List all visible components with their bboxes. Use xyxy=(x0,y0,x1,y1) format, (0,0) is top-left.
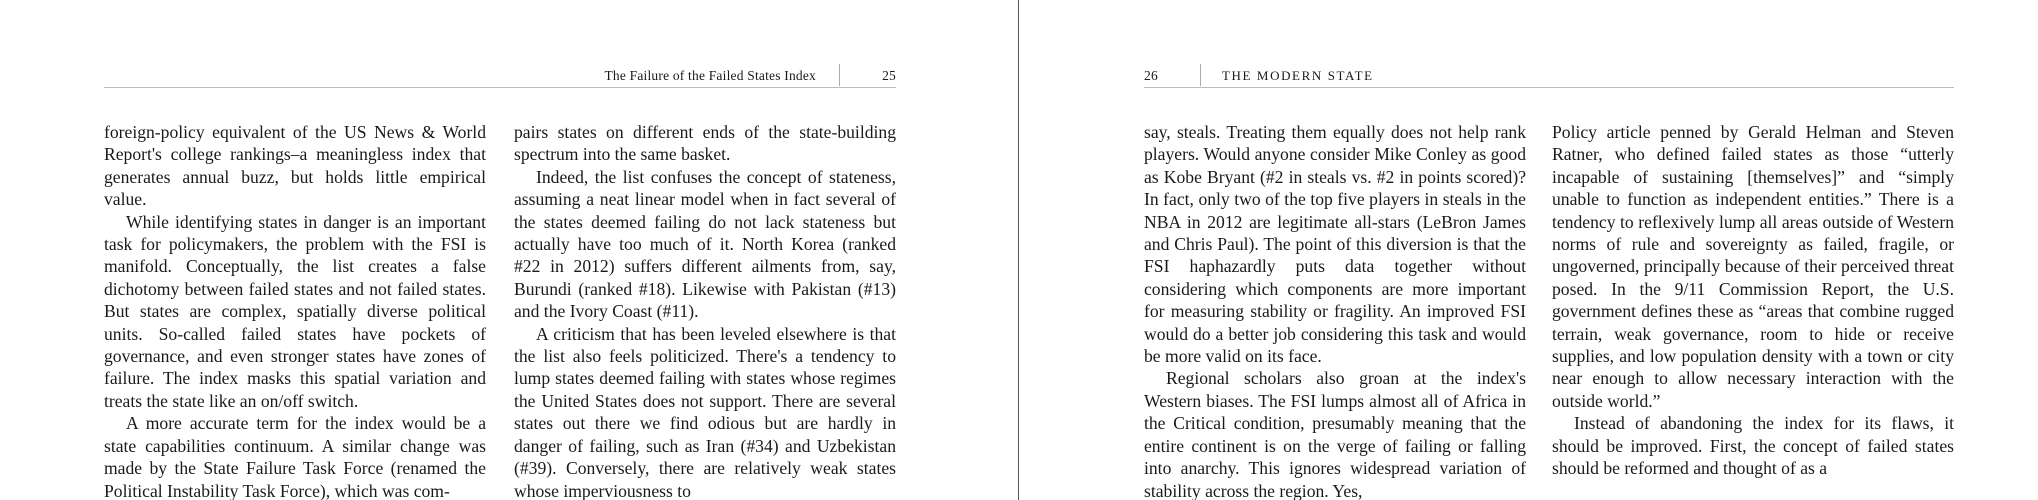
paragraph: foreign-policy equivalent of the US News & World Report's college rankings–a meaningless index that generates annual buzz, but holds little empirical value. xyxy=(104,122,486,210)
left-page xyxy=(0,0,1018,500)
left-column-1 xyxy=(104,121,486,500)
paragraph: Policy article penned by Gerald Helman and Steven Ratner, who defined failed states as those “utterly incapable of sustaining [themselves]” and “simply unable to function as independent entities.” There is a tendency to reflexively lump all areas outside of Western norms of rule and sovereignty as failed, fragile, or ungoverned, principally because of their perceived threat posed. In the 9/11 Commission Report, the U.S. government defines these as “areas that combine rugged terrain, weak governance, room to hide or receive supplies, and low population density with a town or city near enough to allow necessary interaction with the outside world.” xyxy=(1552,122,1954,411)
left-column-2 xyxy=(514,121,896,500)
paragraph: Indeed, the list confuses the concept of stateness, assuming a neat linear model when in fact several of the states deemed failing do not lack stateness but actually have too much of it. North Korea (ranked #22 in 2012) suffers different ailments from, say, Burundi (ranked #18). Likewise with Pakistan (#13) and the Ivory Coast (#11). xyxy=(514,166,896,322)
paragraph: Regional scholars also groan at the index's Western biases. The FSI lumps almost all of Africa in the Critical condition, presumably meaning that the entire continent is on the verge of failing or falling into anarchy. This ignores widespread variation of stability across the region. Yes, xyxy=(1144,368,1526,500)
right-running-head: THE MODERN STATE xyxy=(1222,68,1374,83)
left-running-header xyxy=(104,64,896,86)
paragraph: While identifying states in danger is an important task for policymakers, the problem with the FSI is manifold. Conceptually, the list creates a false dichotomy between failed states and not failed states. But states are complex, spatially diverse political units. So-called failed states have pockets of governance, and even stronger states have zones of failure. The index masks this spatial variation and treats the state like an on/off switch. xyxy=(104,211,486,411)
header-rule xyxy=(104,87,896,88)
right-column-1 xyxy=(1144,121,1526,500)
header-divider xyxy=(839,64,840,86)
right-column-2 xyxy=(1552,121,1954,480)
right-page-number: 26 xyxy=(1144,68,1158,83)
left-page-number: 25 xyxy=(882,68,896,83)
paragraph: A more accurate term for the index would be a state capabilities continuum. A similar change was made by the State Failure Task Force (renamed the Political Instability Task Force), which was com- xyxy=(104,413,486,500)
paragraph: A criticism that has been leveled elsewhere is that the list also feels politicized. There's a tendency to lump states deemed failing with states whose regimes the United States does not support. There are several states out there we find odious but are hardly in danger of failing, such as Iran (#34) and Uzbekistan (#39). Conversely, there are relatively weak states whose imperviousness to xyxy=(514,323,896,500)
paragraph: pairs states on different ends of the state-building spectrum into the same basket. xyxy=(514,122,896,165)
left-running-head: The Failure of the Failed States Index xyxy=(604,68,816,83)
paragraph: say, steals. Treating them equally does not help rank players. Would anyone consider Mike Conley as good as Kobe Bryant (#2 in steals vs. #2 in points scored)? In fact, only two of the top five players in steals in the NBA in 2012 are legitimate all-stars (LeBron James and Chris Paul). The point of this diversion is that the FSI haphazardly puts data together without considering which components are more important for measuring stability or fragility. An improved FSI would do a better job considering this task and would be more valid on its face. xyxy=(1144,122,1526,367)
header-divider xyxy=(1200,64,1201,86)
header-rule xyxy=(1144,87,1954,88)
paragraph: Instead of abandoning the index for its flaws, it should be improved. First, the concept of failed states should be reformed and thought of as a xyxy=(1552,413,1954,479)
right-running-header xyxy=(1144,64,1954,86)
right-page xyxy=(1019,0,2038,500)
